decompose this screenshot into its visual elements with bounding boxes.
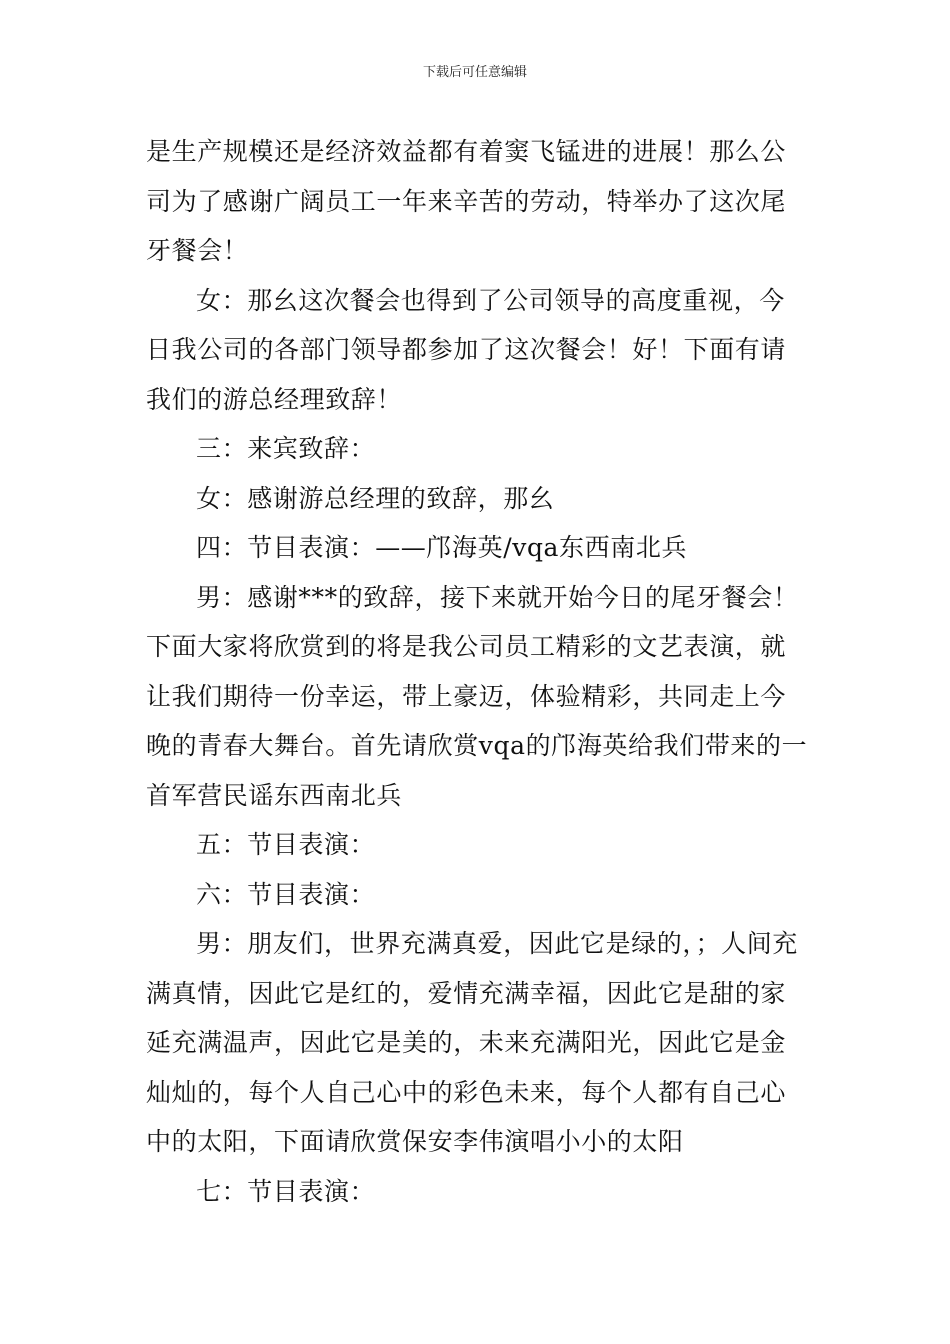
paragraph-10: 七：节目表演： [196,1176,376,1206]
paragraph-5: 四：节目表演：——邝海英/vqa东西南北兵 [196,533,688,562]
paragraph-2: 女：那幺这次餐会也得到了公司领导的高度重视，今日我公司的各部门领导都参加了这次餐会！好！下面有请我们的游总经理致辞！ [146,285,787,414]
paragraph-1: 是生产规模还是经济效益都有着窦飞锰进的进展！那么公司为了感谢广阔员工一年来辛苦的劳动，特举办了这次尾牙餐会！ [146,137,787,265]
paragraph-6: 男：感谢***的致辞，接下来就开始今日的尾牙餐会！下面大家将欣赏到的将是我公司员工精彩的文艺表演，就让我们期待一份幸运，带上豪迈，体验精彩，共同走上今晚的青春大舞台。首先请欣赏vqa的邝海英给我们带来的一首军营民谣东西南北兵 [146,582,808,810]
paragraph-4: 女：感谢游总经理的致辞，那幺 [196,483,555,513]
document-body [146,127,808,1216]
paragraph-7: 五：节目表演： [196,830,376,859]
paragraph-3: 三：来宾致辞： [196,434,376,463]
page-header: 下载后可任意编辑 [422,65,527,80]
paragraph-8: 六：节目表演： [196,879,376,909]
paragraph-9: 男：朋友们，世界充满真爱，因此它是绿的，；人间充满真情，因此它是红的，爱情充满幸福，因此它是甜的家延充满温声，因此它是美的，未来充满阳光，因此它是金灿灿的，每个人自己心中的彩色未来，每个人都有自己心中的太阳，下面请欣赏保安李伟演唱小小的太阳 [146,929,798,1156]
